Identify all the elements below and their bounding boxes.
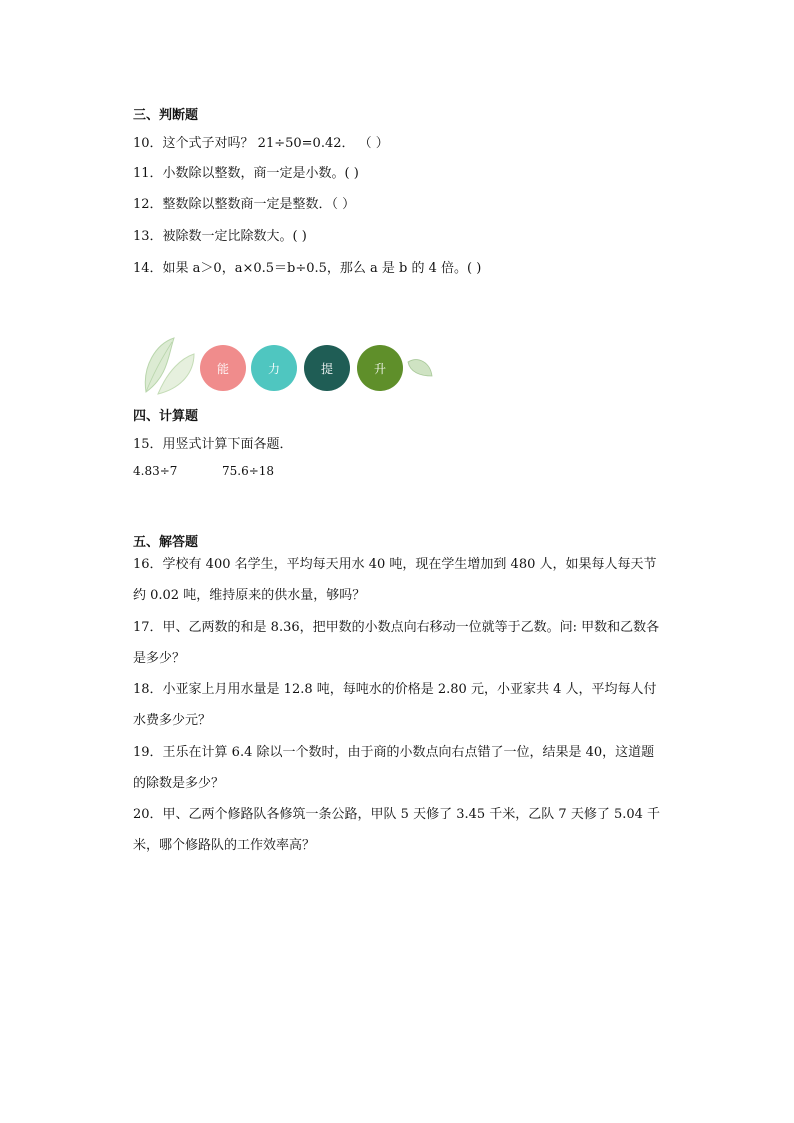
- section-3-title: 三、判断题: [133, 108, 199, 123]
- question-19: 19．王乐在计算 6.4 除以一个数时，由于商的小数点向右点错了一位，结果是 40，这道题的除数是多少？: [133, 745, 655, 791]
- question-14: 14．如果 a＞0，a×0.5＝b÷0.5，那么 a 是 b 的 4 倍。( ): [133, 261, 482, 276]
- small-leaf-icon: [406, 356, 434, 380]
- banner-circle-ability-1: 能: [200, 345, 246, 391]
- question-18: 18．小亚家上月用水量是 12.8 吨，每吨水的价格是 2.80 元，小亚家共 4 人，平均每人付水费多少元？: [133, 682, 657, 728]
- banner-circle-improve-1: 提: [304, 345, 350, 391]
- question-16: 16．学校有 400 名学生，平均每天用水 40 吨，现在学生增加到 480 人，如果每人每天节约 0.02 吨，维持原来的供水量，够吗？: [133, 557, 657, 603]
- question-15: 15．用竖式计算下面各题．: [133, 437, 293, 452]
- question-20: 20．甲、乙两个修路队各修筑一条公路，甲队 5 天修了 3.45 千米，乙队 7 天修了 5.04 千米，哪个修路队的工作效率高？: [133, 807, 661, 853]
- section-4-title: 四、计算题: [133, 409, 199, 424]
- question-11: 11．小数除以整数，商一定是小数。( ): [133, 166, 359, 181]
- ability-banner: [138, 336, 438, 396]
- banner-circle-ability-2: 力: [251, 345, 297, 391]
- banner-circle-improve-2: 升: [357, 345, 403, 391]
- calc-2: 75.6÷18: [222, 464, 275, 478]
- leaf-decoration-icon: [138, 336, 198, 396]
- calc-1: 4.83÷7: [133, 464, 178, 478]
- question-17: 17．甲、乙两数的和是 8.36，把甲数的小数点向右移动一位就等于乙数。问: 甲数和乙数各是多少？: [133, 620, 660, 666]
- question-13: 13．被除数一定比除数大。( ): [133, 229, 307, 244]
- section-5-title: 五、解答题: [133, 535, 199, 550]
- question-12: 12．整数除以整数商一定是整数．（ ）: [133, 197, 356, 212]
- question-10: 10．这个式子对吗？ 21÷50=0.42． （ ）: [133, 136, 389, 151]
